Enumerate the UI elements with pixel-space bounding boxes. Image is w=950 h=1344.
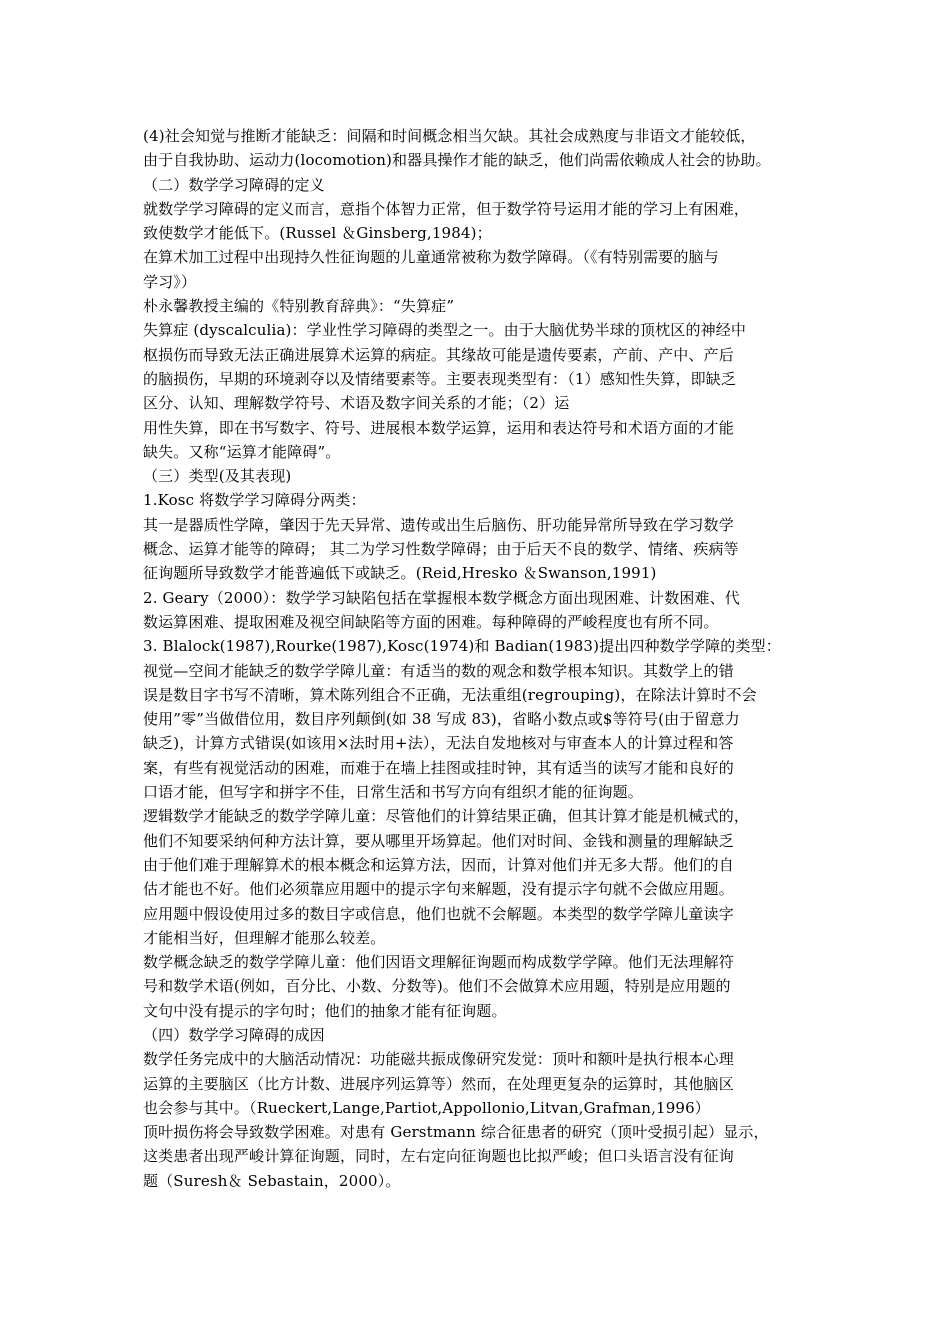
text-line: 由于他们难于理解算术的根本概念和运算方法，因而，计算对他们并无多大帮。他们的自 xyxy=(143,855,734,874)
text-line: 估才能也不好。他们必须靠应用题中的提示字句来解题，没有提示字句就不会做应用题。 xyxy=(143,880,734,899)
text-line: 缺失。又称“运算才能障碍”。 xyxy=(143,442,341,461)
text-line: 2. Geary（2000）：数学学习缺陷包括在掌握根本数学概念方面出现困难、计数困难、代 xyxy=(143,588,740,607)
text-line: 的脑损伤，早期的环境剥夺以及情绪要素等。主要表现类型有：（1）感知性失算，即缺乏 xyxy=(143,369,737,388)
text-line: 才能相当好，但理解才能那么较差。 xyxy=(143,928,386,947)
text-line: 案，有些有视觉活动的困难，而难于在墙上挂图或挂时钟，其有适当的读写才能和良好的 xyxy=(143,758,734,777)
text-line: 也会参与其中。（Rueckert,Lange,Partiot,Appollonio,Litvan,Grafman,1996） xyxy=(143,1098,710,1117)
section-heading: （二）数学学习障碍的定义 xyxy=(143,175,325,194)
section-heading: （三）类型(及其表现) xyxy=(143,467,292,486)
text-line: 应用题中假设使用过多的数目字或信息，他们也就不会解题。本类型的数学学障儿童读字 xyxy=(143,904,734,923)
text-line: 其一是器质性学障，肇因于先天异常、遗传或出生后脑伤、肝功能异常所导致在学习数学 xyxy=(143,515,734,534)
text-line: 枢损伤而导致无法正确进展算术运算的病症。其缘故可能是遗传要素，产前、产中、产后 xyxy=(143,345,734,364)
text-line: 失算症 (dyscalculia)：学业性学习障碍的类型之一。由于大脑优势半球的顶枕区的神经中 xyxy=(143,321,747,340)
text-line: (4)社会知觉与推断才能缺乏：间隔和时间概念相当欠缺。其社会成熟度与非语文才能较低， xyxy=(143,127,756,145)
text-line: 朴永馨教授主编的《特别教育辞典》：“失算症” xyxy=(143,297,455,316)
text-line: 顶叶损伤将会导致数学困难。对患有 Gerstmann 综合征患者的研究（顶叶受损引起）显示， xyxy=(143,1123,769,1142)
text-line: 由于自我协助、运动力(locomotion)和器具操作才能的缺乏，他们尚需依赖成人社会的协助。 xyxy=(143,151,771,170)
text-line: 误是数目字书写不清晰，算术陈列组合不正确，无法重组(regrouping)，在除法计算时不会 xyxy=(143,685,757,704)
text-line: 在算术加工过程中出现持久性征询题的儿童通常被称为数学障碍。（《有特别需要的脑与 xyxy=(143,248,719,267)
text-line: 1.Kosc 将数学学习障碍分两类： xyxy=(143,491,366,510)
text-line: 题（Suresh＆ Sebastain，2000）。 xyxy=(143,1171,401,1190)
text-line: 用性失算，即在书写数字、符号、进展根本数学运算，运用和表达符号和术语方面的才能 xyxy=(143,418,734,437)
text-line: 口语才能，但写字和拼字不佳，日常生活和书写方向有组织才能的征询题。 xyxy=(143,783,643,802)
text-line: 数学任务完成中的大脑活动情况：功能磁共振成像研究发觉：顶叶和额叶是执行根本心理 xyxy=(143,1050,734,1069)
text-line: 概念、运算才能等的障碍； 其二为学习性数学障碍；由于后天不良的数学、情绪、疾病等 xyxy=(143,540,739,559)
text-line: 这类患者出现严峻计算征询题，同时，左右定向征询题也比拟严峻；但口头语言没有征询 xyxy=(143,1147,734,1166)
text-line: 数学概念缺乏的数学学障儿童：他们因语文理解征询题而构成数学学障。他们无法理解符 xyxy=(143,953,734,972)
text-line: 使用”零”当做借位用，数目序列颠倒(如 38 写成 83)，省略小数点或$等符号(由于留意力 xyxy=(143,710,740,729)
text-line: 号和数学术语(例如，百分比、小数、分数等)。他们不会做算术应用题，特别是应用题的 xyxy=(143,977,731,996)
text-line: 数运算困难、提取困难及视空间缺陷等方面的困难。每种障碍的严峻程度也有所不同。 xyxy=(143,612,719,631)
document-body xyxy=(143,124,815,1193)
text-line: 区分、认知、理解数学符号、术语及数字间关系的才能；（2）运 xyxy=(143,394,570,413)
text-line: 征询题所导致数学才能普遍低下或缺乏。(Reid,Hresko ＆Swanson,1991) xyxy=(143,564,657,583)
text-line: 逻辑数学才能缺乏的数学学障儿童：尽管他们的计算结果正确，但其计算才能是机械式的， xyxy=(143,807,750,826)
text-line: 就数学学习障碍的定义而言，意指个体智力正常，但于数学符号运用才能的学习上有困难， xyxy=(143,199,750,218)
text-line: 3. Blalock(1987),Rourke(1987),Kosc(1974)和 Badian(1983)提出四种数学学障的类型： xyxy=(143,637,781,656)
text-line: 学习》） xyxy=(143,272,197,291)
text-line: 视觉—空间才能缺乏的数学学障儿童：有适当的数的观念和数学根本知识。其数学上的错 xyxy=(143,661,734,680)
text-line: 缺乏)，计算方式错误(如该用×法时用+法），无法自发地核对与审查本人的计算过程和答 xyxy=(143,734,734,753)
text-line: 他们不知要采纳何种方法计算，要从哪里开场算起。他们对时间、金钱和测量的理解缺乏 xyxy=(143,831,734,850)
section-heading: （四）数学学习障碍的成因 xyxy=(143,1025,325,1044)
text-line: 致使数学才能低下。(Russel ＆Ginsberg,1984)； xyxy=(143,224,492,243)
text-line: 文句中没有提示的字句时；他们的抽象才能有征询题。 xyxy=(143,1001,507,1020)
text-line: 运算的主要脑区（比方计数、进展序列运算等）然而，在处理更复杂的运算时，其他脑区 xyxy=(143,1074,734,1093)
